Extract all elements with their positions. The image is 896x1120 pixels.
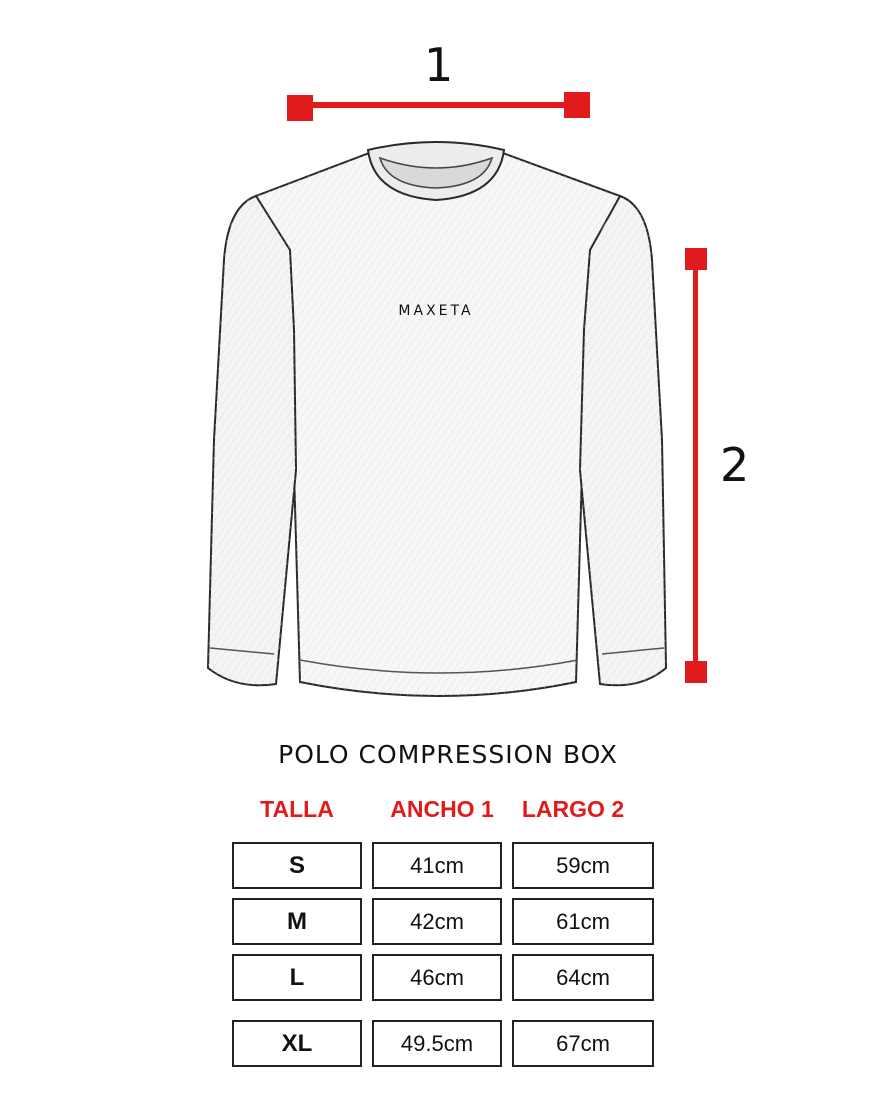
width-cell: 42cm [372, 898, 502, 945]
length-marker-label: 2 [720, 438, 750, 492]
width-marker-label: 1 [424, 38, 454, 92]
length-cell: 64cm [512, 954, 654, 1001]
column-header-largo: LARGO 2 [521, 796, 625, 822]
width-cell: 41cm [372, 842, 502, 889]
length-cell: 61cm [512, 898, 654, 945]
width-cell: 46cm [372, 954, 502, 1001]
column-header-talla: TALLA [260, 796, 334, 822]
length-cell: 67cm [512, 1020, 654, 1067]
shirt-brand-text: MAXETA [398, 303, 474, 319]
size-cell: S [232, 842, 362, 889]
width-cell: 49.5cm [372, 1020, 502, 1067]
size-cell: M [232, 898, 362, 945]
column-header-ancho: ANCHO 1 [390, 796, 494, 822]
product-title: POLO COMPRESSION BOX [278, 740, 618, 769]
size-cell: L [232, 954, 362, 1001]
size-cell: XL [232, 1020, 362, 1067]
length-cell: 59cm [512, 842, 654, 889]
